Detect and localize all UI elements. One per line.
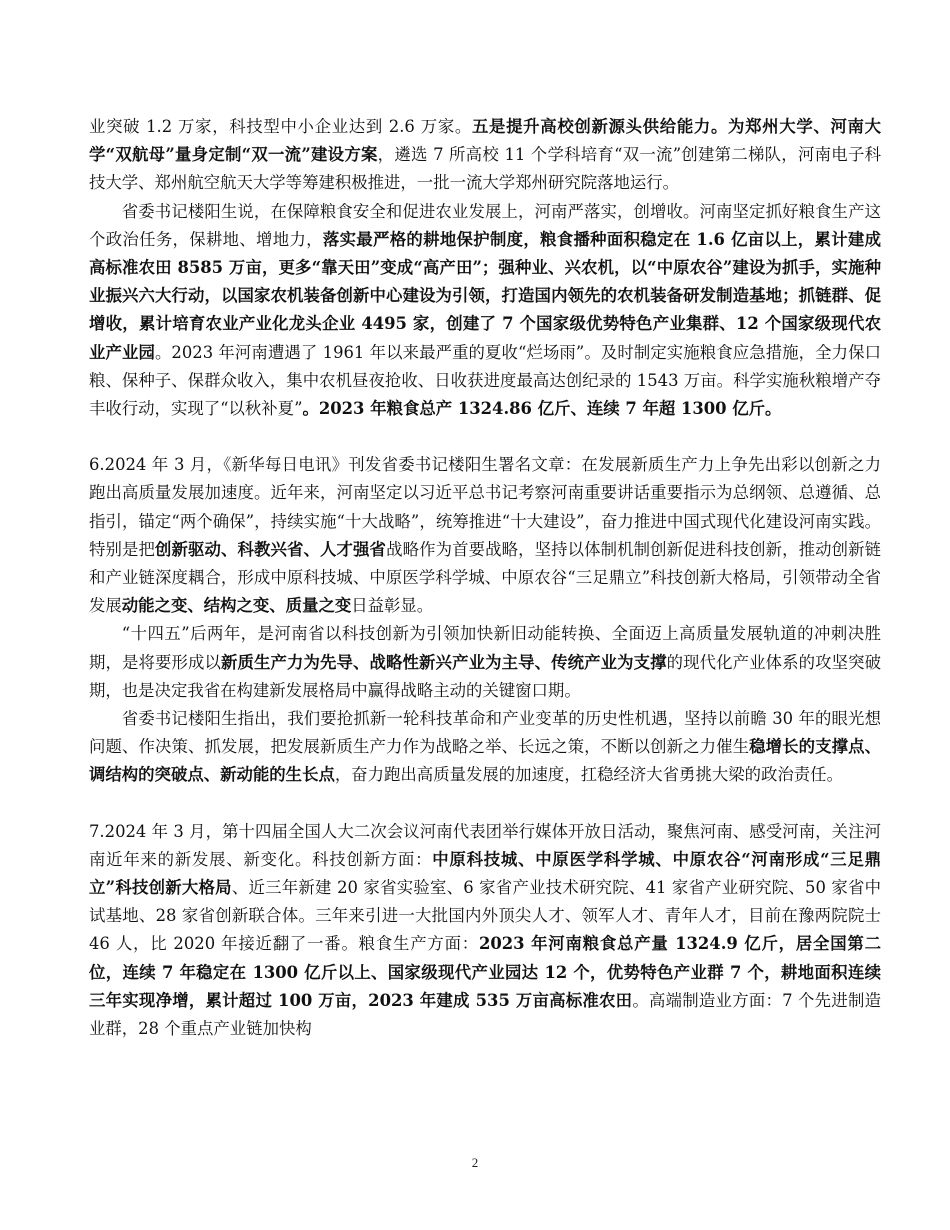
emphasis-text: 五是提升高校创新源头供给能力。为郑州大学、河南大学“双航母”量身定制“双一流”建设方案	[89, 117, 881, 165]
body-text: ，奋力跑出高质量发展的加速度，扛稳经济大省勇挑大梁的政治责任。	[334, 765, 843, 785]
paragraph-p2	[89, 198, 881, 424]
body-text: 7.2024 年 3 月，第十四届全国人大二次会议河南代表团举行媒体开放日活动，聚焦河南、感受河南，关注河南近年来的新发展、新变化。科技创新方面：	[89, 821, 881, 869]
paragraph-p1	[89, 113, 881, 198]
body-text: 省委书记楼阳生说，在保障粮食安全和促进农业发展上，河南严落实，创增收。河南坚定抓好粮食生产这个政治任务，保耕地、增地力，	[89, 201, 881, 249]
emphasis-text: 稳增长的支撑点、调结构的突破点、新动能的生长点	[89, 737, 882, 785]
paragraph-p4	[89, 620, 881, 705]
emphasis-text: 。2023 年粮食总产 1324.86 亿斤、连续 7 年超 1300 亿斤。	[302, 399, 782, 419]
body-text: 省委书记楼阳生指出，我们要抢抓新一轮科技革命和产业变革的历史性机遇，坚持以前瞻 30 年的眼光想问题、作决策、抓发展，把发展新质生产力作为战略之举、长远之策，不断以创新之力催生	[89, 709, 881, 757]
body-text: 日益彰显。	[351, 596, 434, 616]
body-text: “十四五”后两年，是河南省以科技创新为引领加快新旧动能转换、全面迈上高质量发展轨道的冲刺决胜期，是将要形成以	[89, 624, 881, 672]
emphasis-text: 2023 年河南粮食总产量 1324.9 亿斤，居全国第二位，连续 7 年稳定在 1300 亿斤以上、国家级现代产业园达 12 个，优势特色产业群 7 个，耕地面积连续三年实现净增，累计超过 100 万亩，2023 年建成 535 万亩高标准农田	[89, 934, 881, 1010]
paragraph-p3	[89, 451, 881, 620]
emphasis-text: 落实最严格的耕地保护制度，粮食播种面积稳定在 1.6 亿亩以上，累计建成高标准农田 8585 万亩，更多“靠天田”变成“高产田”；强种业、兴农机，以“中原农谷”建设为抓手，实施种业振兴六大行动，以国家农机装备创新中心建设为引领，打造国内领先的农机装备研发制造基地；抓链群、促增收，累计培育农业产业化龙头企业 4495 家，创建了 7 个国家级优势特色产业集群、12 个国家级现代农业产业园	[89, 229, 882, 362]
emphasis-text: 动能之变、结构之变、质量之变	[121, 596, 352, 616]
emphasis-text: 新质生产力为先导、战略性新兴产业为主导、传统产业为支撑	[221, 652, 667, 672]
body-text: 业突破 1.2 万家，科技型中小企业达到 2.6 万家。	[89, 117, 472, 136]
body-text: 。2023 年河南遭遇了 1961 年以来最严重的夏收“烂场雨”。及时制定实施粮食应急措施，全力保口粮、保种子、保群众收入，集中农机昼夜抢收、日收获进度最高达创纪录的 1543 万亩。科学实施秋粮增产夺丰收行动，实现了“以秋补夏”	[89, 342, 881, 419]
body-text: 6.2024 年 3 月，《新华每日电讯》刊发省委书记楼阳生署名文章：在发展新质生产力上争先出彩以创新之力跑出高质量发展加速度。近年来，河南坚定以习近平总书记考察河南重要讲话重要指示为总纲领、总遵循、总指引，锚定“两个确保”，持续实施“十大战略”，统筹推进“十大建设”，奋力推进中国式现代化建设河南实践。特别是把	[89, 455, 881, 559]
paragraph-p5	[89, 705, 881, 790]
body-text: 、近三年新建 20 家省实验室、6 家省产业技术研究院、41 家省产业研究院、50 家省中试基地、28 家省创新联合体。三年来引进一大批国内外顶尖人才、领军人才、青年人才，目前在豫两院院士 46 人，比 2020 年接近翻了一番。粮食生产方面：	[89, 878, 881, 954]
body-text: ，遴选 7 所高校 11 个学科培育“双一流”创建第二梯队，河南电子科技大学、郑州航空航天大学等筹建积极推进，一批一流大学郑州研究院落地运行。	[89, 145, 881, 193]
document-body	[89, 113, 881, 1043]
emphasis-text: 创新驱动、科教兴省、人才强省	[155, 539, 387, 559]
body-text: 战略作为首要战略，坚持以体制机制创新促进科技创新，推动创新链和产业链深度耦合，形成中原科技城、中原医学科学城、中原农谷“三足鼎立”科技创新大格局，引领带动全省发展	[89, 539, 882, 616]
page-number: 2	[471, 1155, 479, 1170]
body-text: 的现代化产业体系的攻坚突破期，也是决定我省在构建新发展格局中赢得战略主动的关键窗口期。	[89, 652, 882, 700]
body-text: 。高端制造业方面：7 个先进制造业群，28 个重点产业链加快构	[89, 990, 881, 1039]
paragraph-p6	[89, 818, 881, 1044]
emphasis-text: 中原科技城、中原医学科学城、中原农谷“河南形成“三足鼎立”科技创新大格局	[89, 849, 882, 898]
